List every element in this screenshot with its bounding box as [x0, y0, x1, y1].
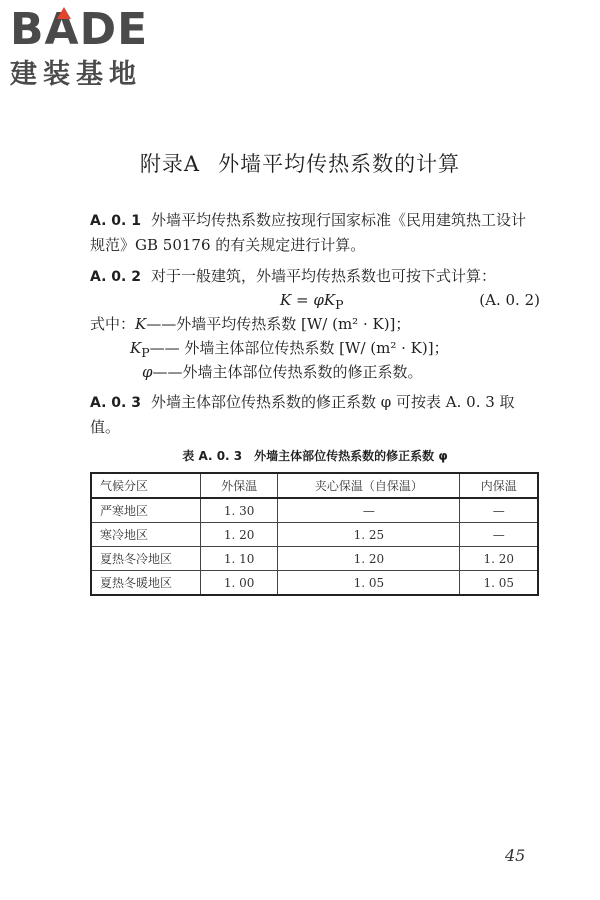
table-cell: 1. 20 — [201, 523, 278, 547]
table-cell: 1. 30 — [201, 498, 278, 523]
table-header: 气候分区 — [91, 473, 201, 498]
table-header: 外保温 — [201, 473, 278, 498]
table-cell: 1. 20 — [278, 547, 460, 571]
table-cell: 1. 05 — [460, 571, 538, 596]
table-cell: 1. 20 — [460, 547, 538, 571]
table-cell: 寒冷地区 — [91, 523, 201, 547]
table-cell: 1. 25 — [278, 523, 460, 547]
section-a02 — [90, 264, 540, 289]
section-text: 外墙平均传热系数应按现行国家标准《民用建筑热工设计规范》GB 50176 的有关规定进行计算。 — [90, 211, 526, 254]
section-number: A. 0. 1 — [90, 213, 141, 229]
section-a03 — [90, 390, 540, 439]
page-title: 附录A 外墙平均传热系数的计算 — [139, 152, 461, 176]
table-cell: 夏热冬冷地区 — [91, 547, 201, 571]
section-text: 对于一般建筑，外墙平均传热系数也可按下式计算： — [150, 267, 496, 285]
correction-coefficient-table — [90, 472, 539, 596]
table-cell: — — [278, 498, 460, 523]
table-header: 夹心保温（自保温） — [278, 473, 460, 498]
table-header: 内保温 — [460, 473, 538, 498]
table-cell: 1. 10 — [201, 547, 278, 571]
table-row — [91, 523, 538, 547]
table-row — [91, 498, 538, 523]
section-number: A. 0. 3 — [90, 395, 141, 411]
formula-number: (A. 0. 2) — [479, 291, 540, 309]
page-number: 45 — [505, 846, 526, 865]
bade-logo — [10, 6, 148, 92]
formula-expression: $K = \varphi K_P$ — [280, 291, 344, 312]
logo-wordmark: BADE — [10, 4, 149, 55]
table-cell: 1. 00 — [201, 571, 278, 596]
logo-chinese: 建装基地 — [10, 59, 142, 90]
table-caption: 表 A. 0. 3 外墙主体部位传热系数的修正系数 φ — [182, 449, 448, 463]
table-cell: — — [460, 523, 538, 547]
table-cell: 1. 05 — [278, 571, 460, 596]
section-a01 — [90, 208, 540, 257]
table-cell: 严寒地区 — [91, 498, 201, 523]
section-number: A. 0. 2 — [90, 269, 141, 285]
table-cell: — — [460, 498, 538, 523]
definition-phi: φ——外墙主体部位传热系数的修正系数。 — [142, 363, 423, 381]
definition-kp: $K_P——$ 外墙主体部位传热系数 [W/ (m² · K)]； — [130, 339, 449, 360]
table-cell: 夏热冬暖地区 — [91, 571, 201, 596]
table-row — [91, 547, 538, 571]
definition-k: 式中：K——外墙平均传热系数 [W/ (m² · K)]； — [90, 315, 411, 333]
section-text: 外墙主体部位传热系数的修正系数 φ 可按表 A. 0. 3 取值。 — [90, 393, 515, 436]
table-row — [91, 571, 538, 596]
logo-accent-a: A — [44, 4, 80, 55]
formula-a02 — [90, 288, 540, 312]
table-header-row — [91, 473, 538, 498]
